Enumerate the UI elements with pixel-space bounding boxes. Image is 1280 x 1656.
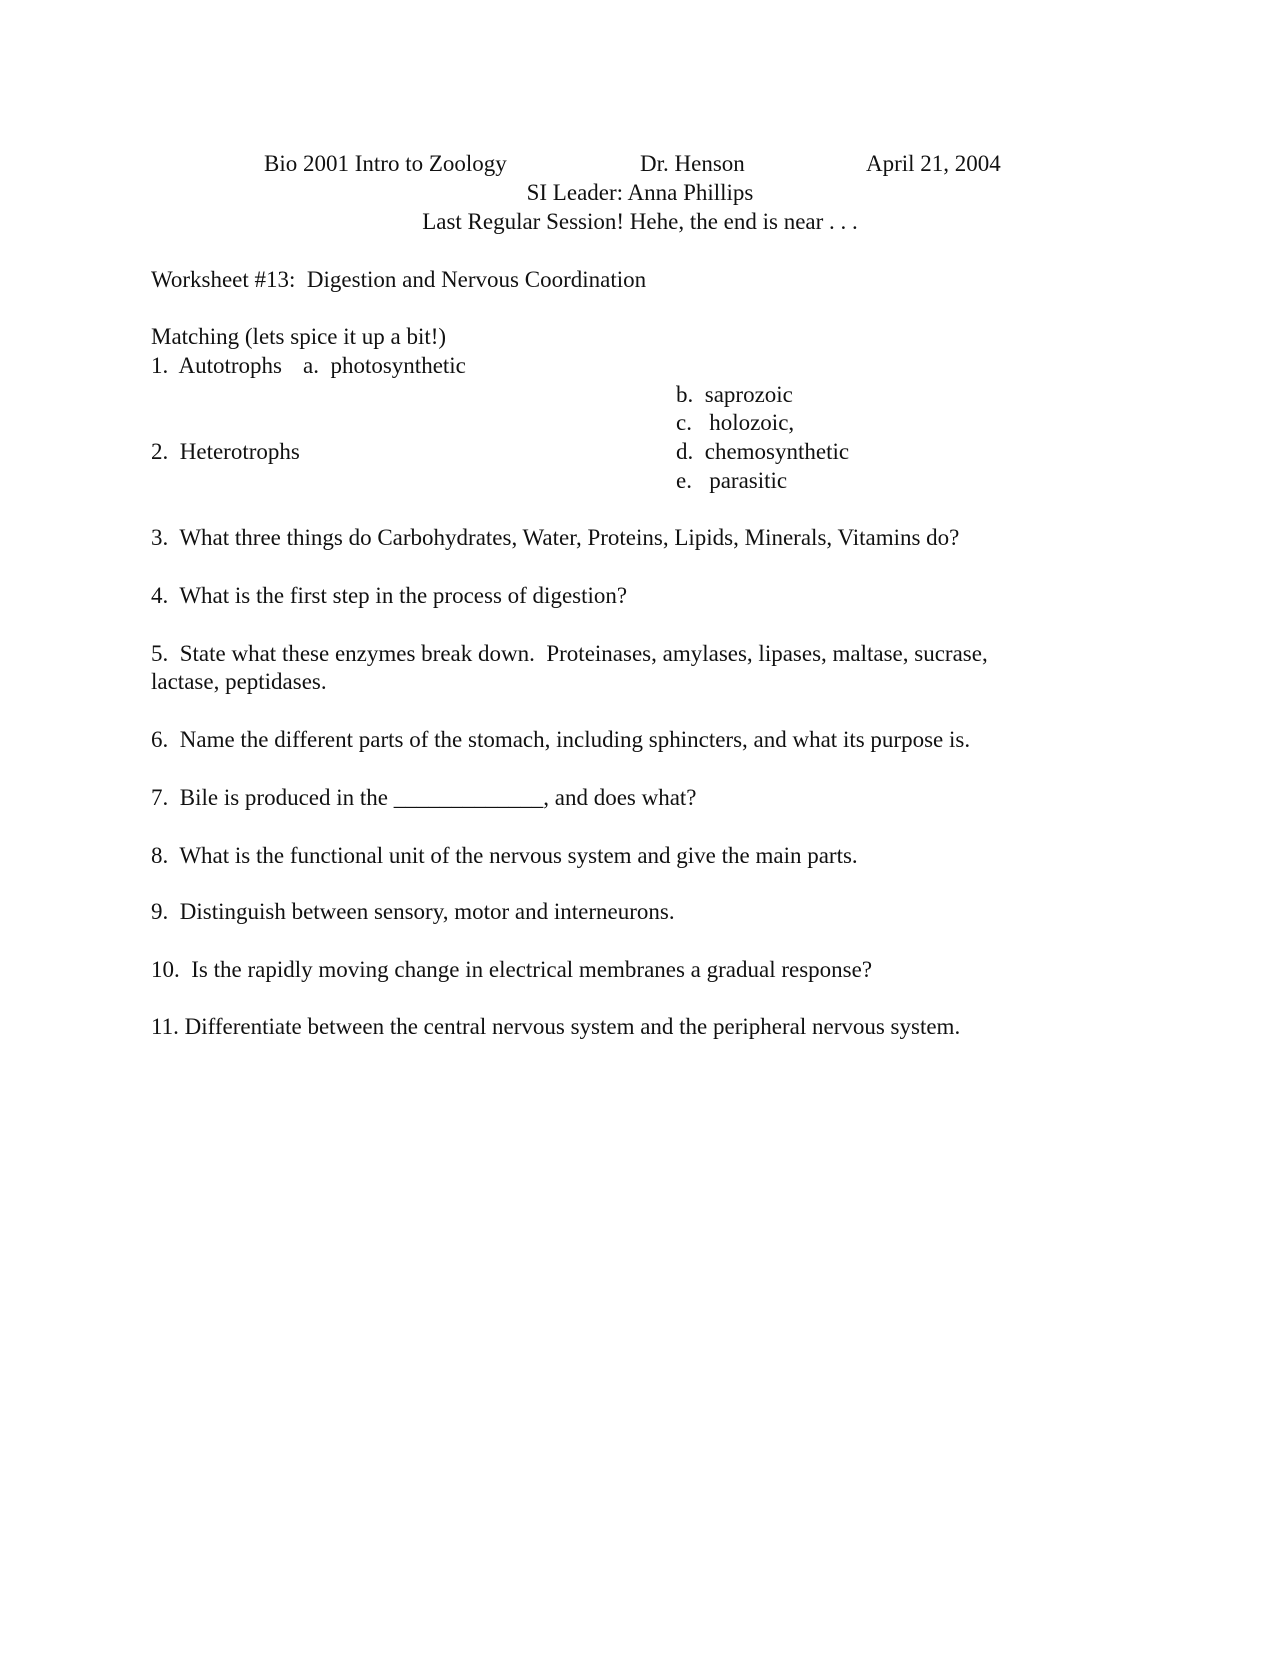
worksheet-date: April 21, 2004 <box>866 151 1001 176</box>
question-11: 11. Differentiate between the central nervous system and the peripheral nervous system. <box>151 1014 961 1039</box>
question-8: 8. What is the functional unit of the nervous system and give the main parts. <box>151 843 858 868</box>
question-5: 5. State what these enzymes break down. Proteinases, amylases, lipases, maltase, sucrase, <box>151 641 988 666</box>
course-title: Bio 2001 Intro to Zoology <box>264 151 507 176</box>
question-4: 4. What is the first step in the process of digestion? <box>151 583 628 608</box>
matching-option-a: a. photosynthetic <box>303 353 466 378</box>
question-9: 9. Distinguish between sensory, motor and interneurons. <box>151 899 675 924</box>
question-3: 3. What three things do Carbohydrates, Water, Proteins, Lipids, Minerals, Vitamins do? <box>151 525 960 550</box>
matching-heading: Matching (lets spice it up a bit!) <box>151 324 447 349</box>
matching-option-b: b. saprozoic <box>676 382 793 407</box>
question-7: 7. Bile is produced in the _____________, and does what? <box>151 785 697 810</box>
matching-option-c: c. holozoic, <box>676 410 795 435</box>
worksheet-title: Worksheet #13: Digestion and Nervous Coordination <box>151 267 647 292</box>
question-5-continued: lactase, peptidases. <box>151 669 327 694</box>
matching-item-heterotrophs: 2. Heterotrophs <box>151 439 300 464</box>
matching-item-autotrophs: 1. Autotrophs <box>151 353 282 378</box>
matching-option-d: d. chemosynthetic <box>676 439 850 464</box>
si-leader: SI Leader: Anna Phillips <box>526 180 754 205</box>
matching-option-e: e. parasitic <box>676 468 788 493</box>
session-note: Last Regular Session! Hehe, the end is near . . . <box>422 209 858 234</box>
question-10: 10. Is the rapidly moving change in electrical membranes a gradual response? <box>151 957 873 982</box>
question-6: 6. Name the different parts of the stomach, including sphincters, and what its purpose is. <box>151 727 971 752</box>
instructor-name: Dr. Henson <box>640 151 745 176</box>
